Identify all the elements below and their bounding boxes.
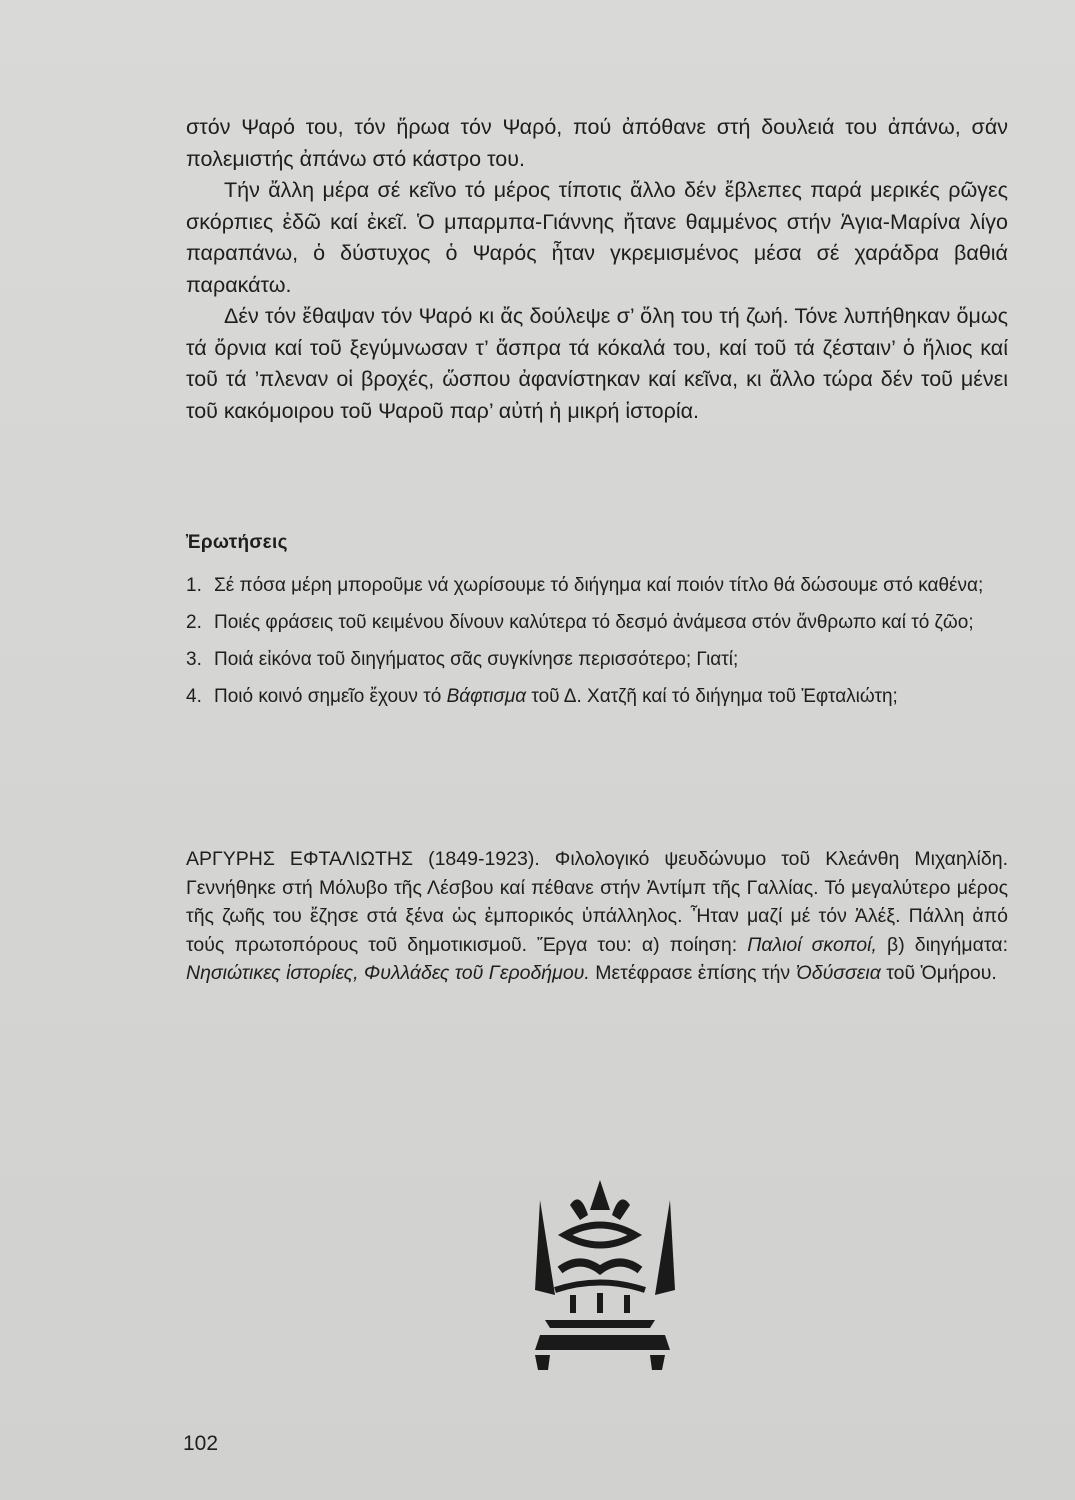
bio-text: Μετέφρασε ἐπίσης τήν (589, 962, 796, 984)
story-paragraph: Τήν ἄλλη μέρα σέ κεῖνο τό μέρος τίποτις ἄλλο δέν ἔβλεπες παρά μερικές ρῶγες σκόρπιες ἐδῶ καί ἐκεῖ. Ὁ μπαρμπα-Γιάννης ἤτανε θαμμένος στήν Ἁγια-Μαρίνα λίγο παραπάνω, ὁ δύστυχος ὁ Ψαρός ἦταν γκρεμισμένος μέσα σέ χαράδρα βαθιά παρακάτω. (186, 178, 1008, 297)
story-paragraph: στόν Ψαρό του, τόν ἥρωα τόν Ψαρό, πού ἀπόθανε στή δουλειά του ἀπάνω, σάν πολεμιστής ἀπάνω στό κάστρο του. (186, 115, 1008, 171)
author-biography (186, 845, 1008, 988)
story-paragraph: Δέν τόν ἔθαψαν τόν Ψαρό κι ἄς δούλεψε σ’ ὅλη του τή ζωή. Τόνε λυπήθηκαν ὅμως τά ὄρνια καί τοῦ ξεγύμνωσαν τ’ ἄσπρα τά κόκαλά του, καί τοῦ τά ζέσταιν’ ὁ ἥλιος καί τοῦ τά ’πλεναν οἱ βροχές, ὥσπου ἀφανίστηκαν καί κεῖνα, κι ἄλλο τώρα δέν τοῦ μένει τοῦ κακόμοιρου τοῦ Ψαροῦ παρ’ αὐτή ἡ μικρή ἱστορία. (186, 304, 1008, 423)
story-text (186, 112, 1008, 427)
question-text-part: τοῦ Δ. Χατζῆ καί τό διήγημα τοῦ Ἐφταλιώτη; (526, 686, 898, 707)
work-title: Παλιοί σκοποί, (747, 933, 877, 956)
question-text (214, 683, 1006, 710)
question-item (186, 609, 1006, 636)
question-text: Ποιά εἰκόνα τοῦ διηγήματος σᾶς συγκίνησε περισσότερο; Γιατί; (214, 649, 739, 670)
author-name: ΑΡΓΥΡΗΣ ΕΦΤΑΛΙΩΤΗΣ (186, 848, 414, 870)
question-item (186, 572, 1006, 599)
question-item (186, 646, 1006, 673)
bio-text: β) διηγήματα: (876, 933, 1009, 956)
question-number: 4. (186, 686, 202, 707)
question-number: 3. (186, 649, 202, 670)
question-text: Ποιές φράσεις τοῦ κειμένου δίνουν καλύτερα τό δεσμό ἀνάμεσα στόν ἄνθρωπο καί τό ζῶο; (214, 612, 974, 633)
work-title: Ὀδύσσεια (795, 962, 881, 984)
question-number: 2. (186, 612, 202, 633)
decorative-ornament-icon (500, 1160, 700, 1380)
page-number: 102 (183, 1432, 219, 1455)
bio-text: (1849-1923). Φιλολογικό ψευδώνυμο τοῦ Κλεάνθη Μιχαηλίδη. Γεννήθηκε στή Μόλυβο τῆς Λέσβου καί πέθανε στήν Ἀντίμπ τῆς Γαλλίας. Τό μεγαλύτερο μέρος τῆς ζωῆς του ἔζησε στά ξένα ὡς ἐμπορικός ὑπάλληλος. Ἦταν μαζί μέ τόν Ἀλέξ. Πάλλη ἀπό τούς πρωτοπόρους τοῦ δημοτικισμοῦ. Ἔργα του: α) ποίηση: (186, 848, 1008, 956)
work-title: Βάφτισμα (446, 686, 527, 707)
bio-text: τοῦ Ὁμήρου. (880, 962, 997, 984)
question-text-part: Ποιό κοινό σημεῖο ἔχουν τό (214, 686, 447, 707)
questions-list (186, 572, 1006, 720)
question-number: 1. (186, 575, 202, 596)
questions-heading: Ἐρωτήσεις (186, 532, 288, 553)
question-item (186, 683, 1006, 710)
work-title: Νησιώτικες ἱστορίες, Φυλλάδες τοῦ Γεροδήμου. (186, 962, 590, 984)
question-text: Σέ πόσα μέρη μποροῦμε νά χωρίσουμε τό διήγημα καί ποιόν τίτλο θά δώσουμε στό καθένα; (214, 575, 984, 596)
